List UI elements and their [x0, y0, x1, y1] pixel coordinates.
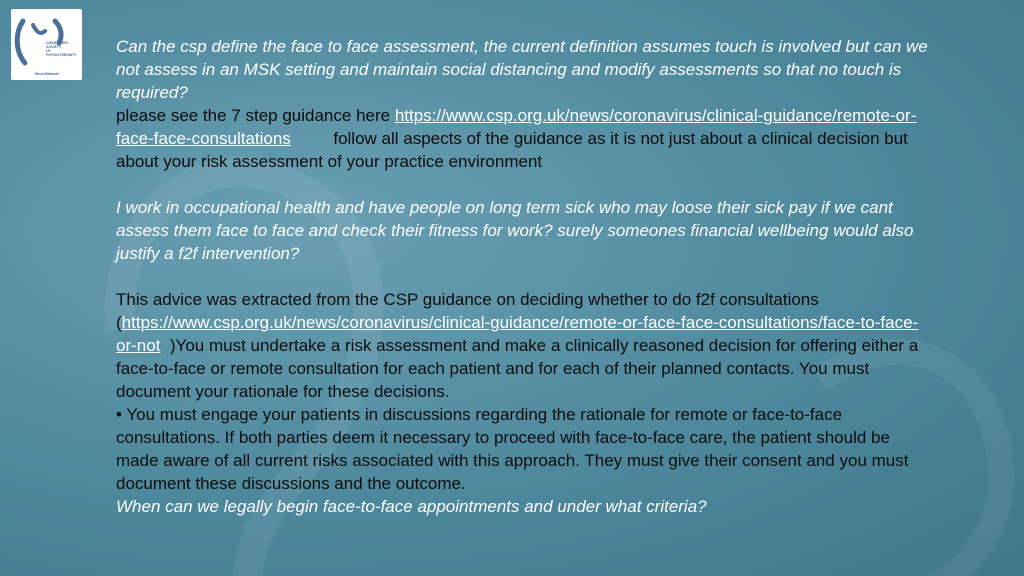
logo-region: West Midlands	[34, 72, 60, 76]
answer-1-suffix: follow all aspects of the guidance as it is not just about a clinical decision but about your risk assessment of your practice environment	[116, 129, 908, 171]
answer-1	[116, 104, 936, 173]
slide-content	[116, 35, 936, 518]
face-to-face-link[interactable]: https://www.csp.org.uk/news/coronavirus/clinical-guidance/remote-or-face-face-consultations/face-to-face-or-not	[116, 313, 919, 355]
answer-2-intro: This advice was extracted from the CSP guidance on deciding whether to do f2f consultations (	[116, 290, 819, 332]
logo-org-line: CHARTERED	[46, 41, 68, 45]
csp-logo	[11, 9, 82, 80]
guidance-link[interactable]: https://www.csp.org.uk/news/coronavirus/clinical-guidance/remote-or-face-face-consultations	[116, 106, 917, 148]
question-1: Can the csp define the face to face assessment, the current definition assumes touch is involved but can we not assess in an MSK setting and maintain social distancing and modify assessments so that no touch is required?	[116, 37, 928, 102]
logo-org-line: OF	[46, 49, 51, 53]
bullet-consent: • You must engage your patients in discussions regarding the rationale for remote or face-to-face consultations. If both parties deem it necessary to proceed with face-to-face care, the patient should be made aware of all current risks associated with this approach. They must give their consent and you must document these discussions and the outcome.	[116, 405, 909, 493]
question-2: I work in occupational health and have people on long term sick who may loose their sick pay if we cant assess them face to face and check their fitness for work? surely someones financial wellbeing would also justify a f2f intervention?	[116, 198, 914, 263]
answer-1-prefix: please see the 7 step guidance here	[116, 106, 395, 125]
answer-2	[116, 288, 936, 403]
answer-2-text: )You must undertake a risk assessment and make a clinically reasoned decision for offering either a face-to-face or remote consultation for each patient and for each of their planned contacts. You must document your rationale for these decisions.	[116, 336, 919, 401]
logo-org-name	[46, 41, 80, 57]
logo-org-line: PHYSIOTHERAPY	[46, 53, 76, 57]
logo-org-line: SOCIETY	[46, 45, 62, 49]
question-3: When can we legally begin face-to-face appointments and under what criteria?	[116, 497, 707, 516]
